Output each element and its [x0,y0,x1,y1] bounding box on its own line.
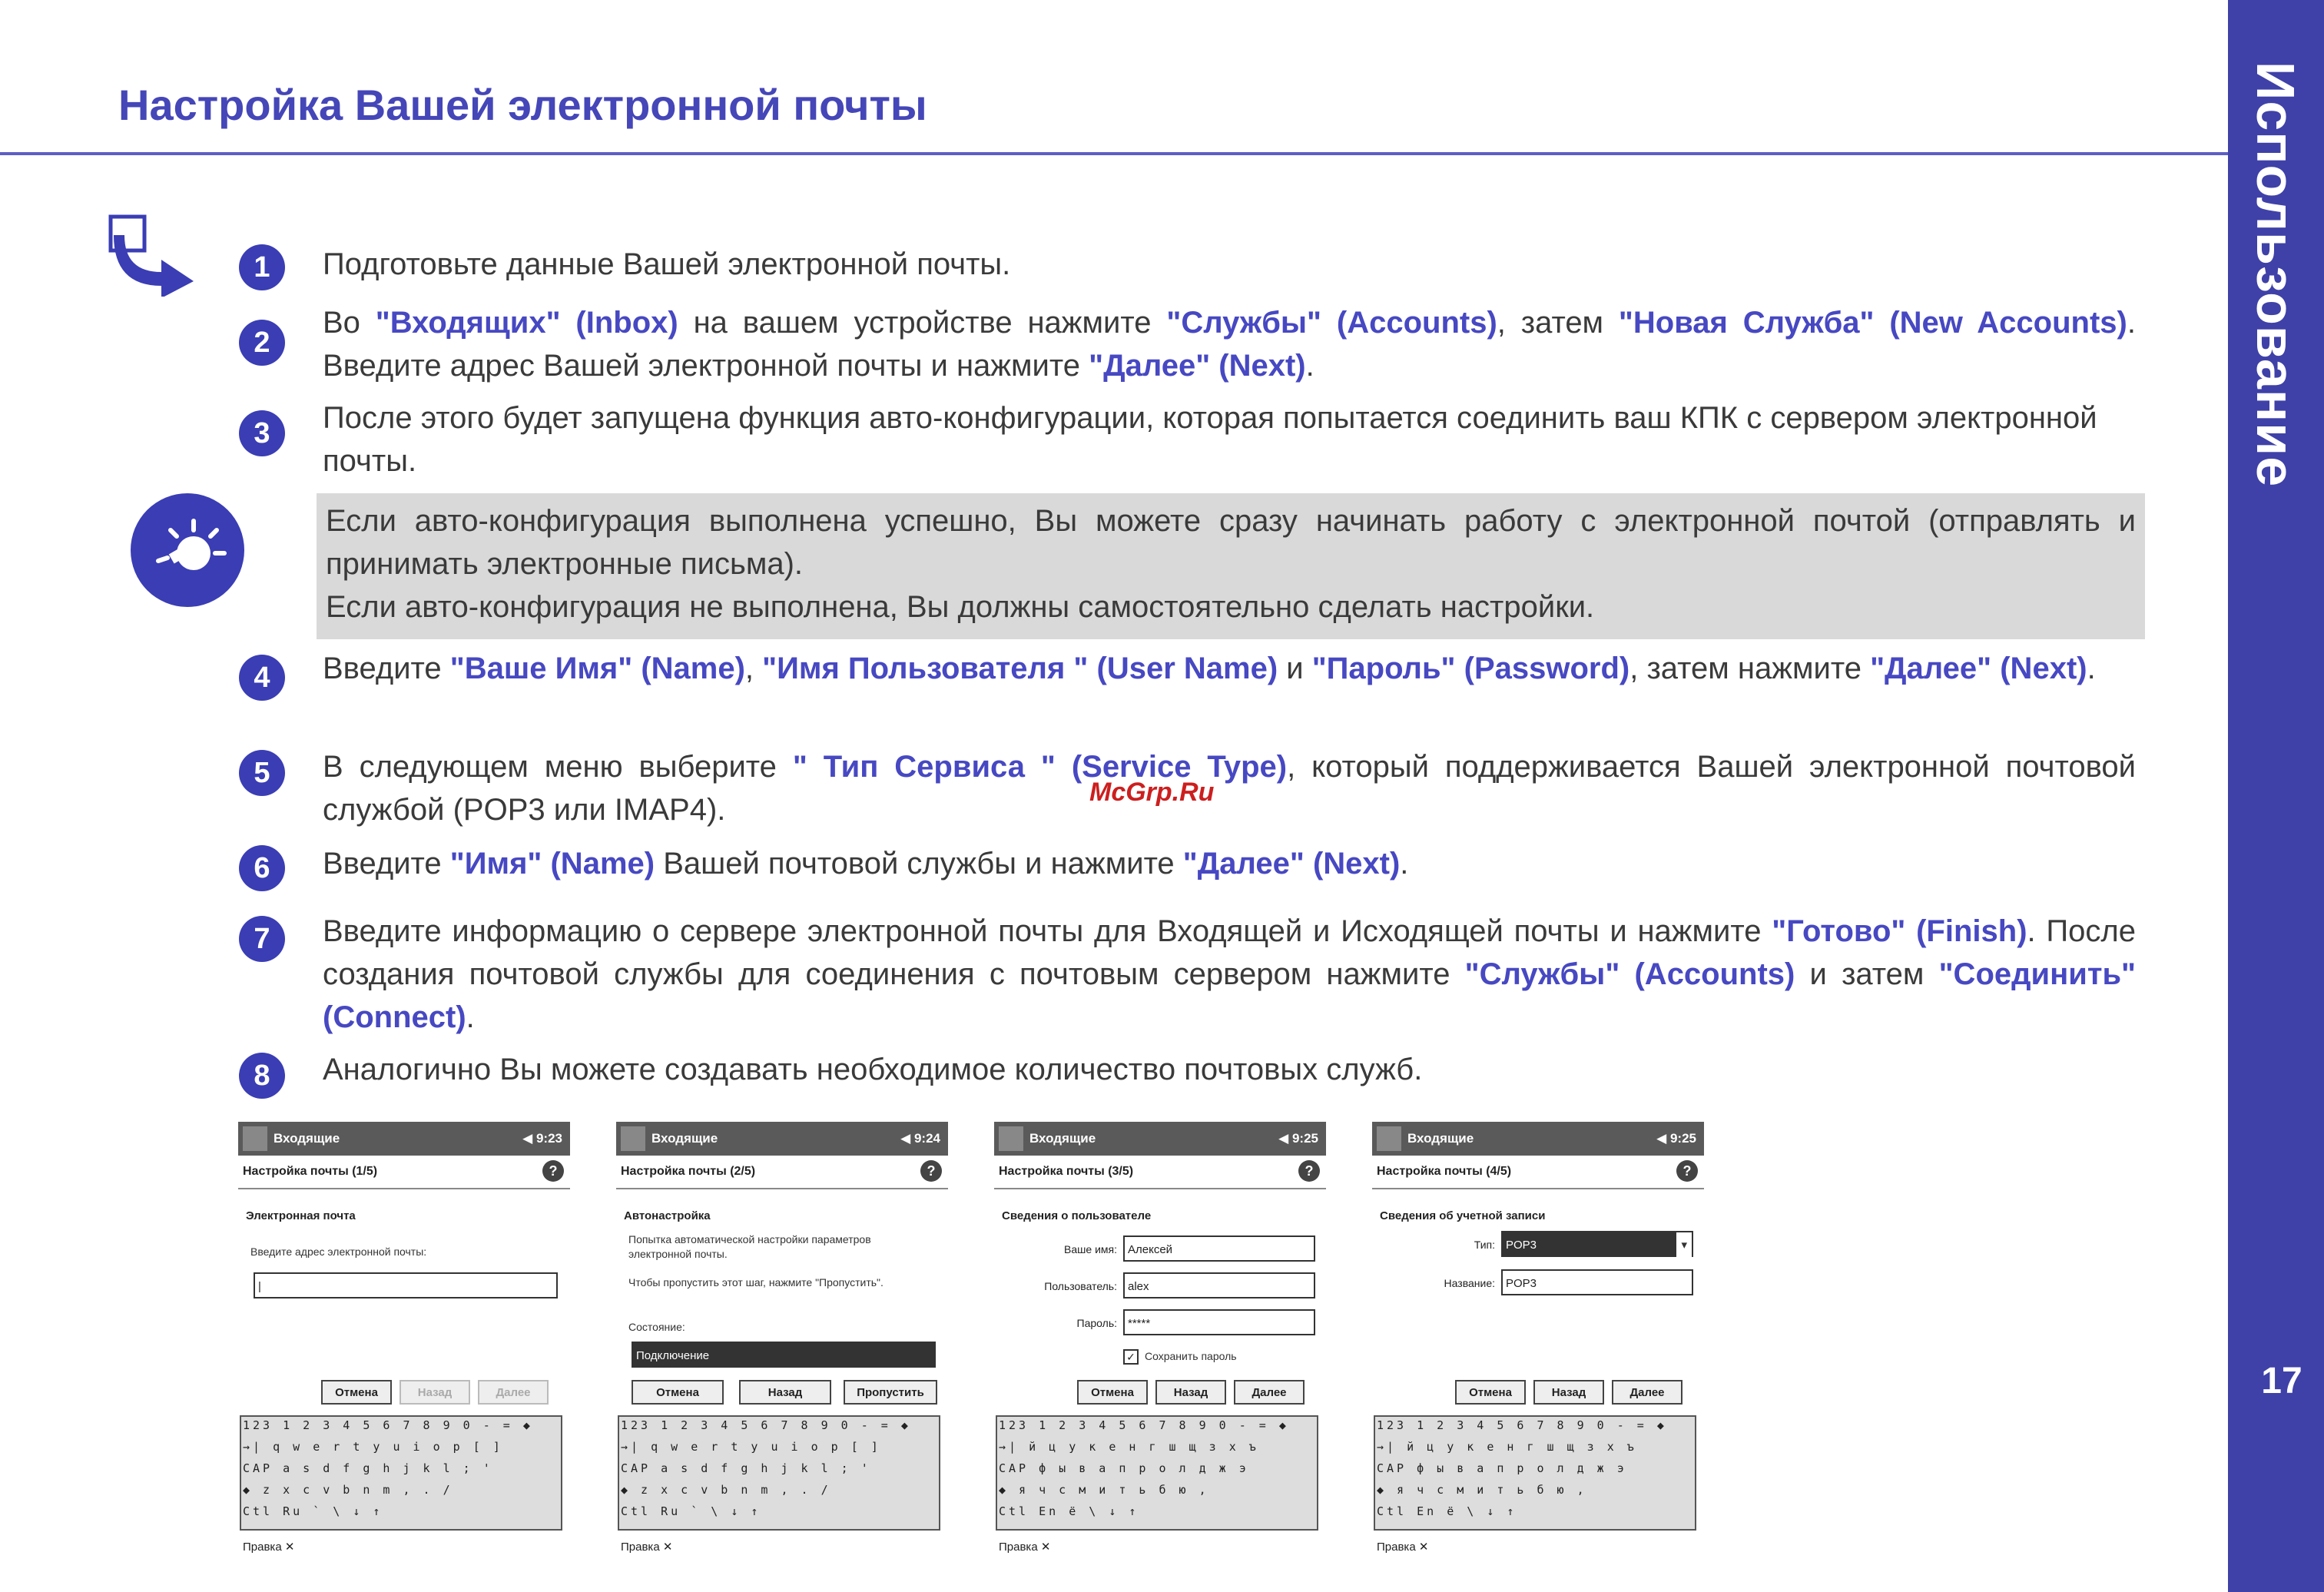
back-button[interactable]: Назад [1155,1380,1226,1405]
keyboard-row[interactable]: Ctl En ё \ ↓ ↑ [999,1504,1139,1518]
tip-line-1: Если авто-конфигурация выполнена успешно, Вы можете сразу начинать работу с электронной почтой (отправлять и принимать электронные письма). [326,504,2136,581]
step-text-run: . После создания почтовой службы для соединения с почтовым сервером нажмите [323,914,2136,991]
wizard-subtitle: Настройка почты (4/5) [1377,1165,1512,1178]
keyboard-row[interactable]: →| q w e r t y u i o p [ ] [243,1440,503,1454]
menu-edit[interactable]: Правка ✕ [1377,1541,1429,1554]
step-text [323,647,2136,690]
status-label: Состояние: [628,1321,685,1333]
cancel-button[interactable]: Отмена [1077,1380,1148,1405]
keyboard-row[interactable]: ◆ я ч с м и т ь б ю , [1377,1483,1587,1497]
keyboard-row[interactable]: CAP ф ы в а п р о л д ж э [999,1461,1249,1475]
password-label: Пароль: [1076,1317,1117,1329]
on-screen-keyboard[interactable] [1374,1415,1696,1531]
save-password-label: Сохранить пароль [1145,1350,1237,1362]
step-number: 2 [239,320,285,366]
menu-edit[interactable]: Правка ✕ [999,1541,1051,1554]
keyboard-row[interactable]: CAP a s d f g h j k l ; ' [243,1461,493,1475]
step-text [323,301,2136,387]
step-text-run: Введите [323,652,450,685]
keyboard-row[interactable]: Ctl Ru ` \ ↓ ↑ [243,1504,383,1518]
highlighted-term: "Службы" (Accounts) [1464,957,1795,991]
service-type-select[interactable]: POP3 ▾ [1501,1231,1693,1257]
step-text-run: и затем [1795,957,1939,991]
keyboard-row[interactable]: CAP a s d f g h j k l ; ' [621,1461,871,1475]
help-icon[interactable]: ? [920,1160,942,1182]
email-prompt: Введите адрес электронной почты: [250,1245,427,1258]
highlighted-term: "Имя" (Name) [449,847,655,881]
step-text-run: После этого будет запущена функция авто-конфигурации, которая попытается соединить ваш КПК с сервером электронной почты. [323,401,2097,478]
step-text-run: В следующем меню выберите [323,750,793,784]
device-screenshot-1 [238,1122,570,1561]
step-text-run: . Введите адрес Вашей электронной почты и нажмите [323,306,2136,383]
on-screen-keyboard[interactable] [996,1415,1318,1531]
highlighted-term: " Тип Сервиса " (Service Type) [792,750,1288,784]
highlighted-term: "Соединить" (Connect) [323,957,2136,1034]
keyboard-row[interactable]: Ctl Ru ` \ ↓ ↑ [621,1504,761,1518]
keyboard-row[interactable]: CAP ф ы в а п р о л д ж э [1377,1461,1627,1475]
step-text-run: Подготовьте данные Вашей электронной почты. [323,247,1011,281]
cancel-button[interactable]: Отмена [1455,1380,1526,1405]
highlighted-term: "Входящих" (Inbox) [375,306,678,340]
title-rule [0,152,2228,155]
step-number: 5 [239,750,285,796]
step-number: 7 [239,916,285,962]
device-screenshot-2 [616,1122,948,1561]
step-number: 3 [239,410,285,456]
highlighted-term: "Новая Служба" (New Accounts) [1618,306,2127,340]
app-title: Входящие [274,1131,340,1146]
keyboard-row[interactable]: ◆ z x c v b n m , . / [243,1483,453,1497]
menu-edit[interactable]: Правка ✕ [621,1541,673,1554]
keyboard-row[interactable]: 123 1 2 3 4 5 6 7 8 9 0 - = ◆ [243,1418,533,1432]
step-number: 6 [239,845,285,891]
step-text-run: , затем нажмите [1629,652,1871,685]
cancel-button[interactable]: Отмена [321,1380,392,1405]
tip-text [326,499,2136,629]
back-button[interactable]: Назад [739,1380,831,1405]
step-number: 8 [239,1053,285,1099]
step-text-run: . [466,1000,475,1034]
keyboard-row[interactable]: ◆ z x c v b n m , . / [621,1483,831,1497]
start-flag-icon[interactable] [621,1126,645,1151]
step-text [323,842,2136,885]
title-bar [238,1122,570,1156]
on-screen-keyboard[interactable] [618,1415,940,1531]
title-bar [994,1122,1326,1156]
next-button[interactable]: Далее [1234,1380,1305,1405]
user-input[interactable]: alex [1123,1272,1315,1298]
page-number: 17 [2261,1361,2302,1401]
step-text-run: . [1400,847,1409,881]
wizard-subtitle: Настройка почты (1/5) [243,1165,378,1178]
keyboard-row[interactable]: 123 1 2 3 4 5 6 7 8 9 0 - = ◆ [1377,1418,1667,1432]
highlighted-term: "Службы" (Accounts) [1166,306,1497,340]
app-title: Входящие [1407,1131,1474,1146]
email-input[interactable]: | [254,1272,558,1298]
autoconfig-description: Попытка автоматической настройки параметров электронной почты. [628,1233,871,1260]
step-text-run: и [1278,652,1312,685]
clock: ◀ 9:23 [522,1131,562,1146]
highlighted-term: "Ваше Имя" (Name) [449,652,745,685]
keyboard-row[interactable]: →| q w e r t y u i o p [ ] [621,1440,881,1454]
help-icon[interactable]: ? [1676,1160,1698,1182]
step-text [323,745,2136,831]
wizard-subtitle: Настройка почты (3/5) [999,1165,1134,1178]
clock: ◀ 9:25 [1656,1131,1696,1146]
back-button[interactable]: Назад [399,1380,470,1405]
help-icon[interactable]: ? [542,1160,564,1182]
highlighted-term: "Далее" (Next) [1089,349,1306,383]
section-heading: Сведения об учетной записи [1380,1209,1546,1222]
clock: ◀ 9:25 [1278,1131,1318,1146]
app-title: Входящие [651,1131,718,1146]
step-text [323,910,2136,1039]
skip-hint: Чтобы пропустить этот шаг, нажмите "Пропустить". [628,1276,884,1289]
app-title: Входящие [1029,1131,1096,1146]
step-text-run: Введите информацию о сервере электронной почты для Входящей и Исходящей почты и нажмите [323,914,1772,948]
step-text-run: Во [323,306,376,340]
clock: ◀ 9:24 [900,1131,940,1146]
step-text [323,243,2136,286]
start-flag-icon[interactable] [1377,1126,1401,1151]
highlighted-term: "Пароль" (Password) [1311,652,1630,685]
keyboard-row[interactable]: 123 1 2 3 4 5 6 7 8 9 0 - = ◆ [999,1418,1289,1432]
on-screen-keyboard[interactable] [240,1415,562,1531]
step-number: 4 [239,655,285,701]
name-input[interactable]: Алексей [1123,1235,1315,1262]
highlighted-term: "Далее" (Next) [1870,652,2087,685]
password-input[interactable]: ***** [1123,1309,1315,1335]
save-password-checkbox[interactable]: ✓ [1123,1349,1139,1365]
side-section-label: Использование [2246,61,2306,488]
next-button[interactable]: Далее [1612,1380,1682,1405]
step-text-run: Аналогично Вы можете создавать необходимое количество почтовых служб. [323,1053,1423,1086]
status-field: Подключение [632,1342,936,1368]
step-text-run: Вашей почтовой службы и нажмите [655,847,1183,881]
type-label: Тип: [1474,1239,1495,1251]
user-label: Пользователь: [1044,1280,1117,1292]
highlighted-term: "Далее" (Next) [1182,847,1401,881]
step-text-run: Введите [323,847,450,881]
keyboard-row[interactable]: ◆ я ч с м и т ь б ю , [999,1483,1209,1497]
start-flag-icon[interactable] [999,1126,1023,1151]
name-label: Ваше имя: [1064,1243,1117,1255]
account-name-label: Название: [1444,1277,1495,1289]
lightbulb-tip-icon [128,490,247,610]
watermark: McGrp.Ru [1089,778,1215,807]
step-number: 1 [239,244,285,290]
section-heading: Сведения о пользователе [1002,1209,1152,1222]
section-heading: Автонастройка [624,1209,711,1222]
step-text [323,396,2136,483]
next-button[interactable]: Далее [478,1380,549,1405]
highlighted-term: "Имя Пользователя " (User Name) [762,652,1278,685]
keyboard-row[interactable]: Ctl En ё \ ↓ ↑ [1377,1504,1517,1518]
step-text-run: , [744,652,763,685]
step-text-run: . [1305,349,1315,383]
keyboard-row[interactable]: →| й ц у к е н г ш щ з х ъ [999,1440,1259,1454]
section-heading: Электронная почта [246,1209,356,1222]
step-text-run: , который поддерживается Вашей электронной почтовой службой (POP3 или IMAP4). [323,750,2136,827]
keyboard-row[interactable]: →| й ц у к е н г ш щ з х ъ [1377,1440,1637,1454]
highlighted-term: "Готово" (Finish) [1772,914,2027,948]
device-screenshot-3 [994,1122,1326,1561]
title-bar [616,1122,948,1156]
start-flag-icon[interactable] [243,1126,267,1151]
cancel-button[interactable]: Отмена [632,1380,724,1405]
account-name-input[interactable]: POP3 [1501,1269,1693,1295]
menu-edit[interactable]: Правка ✕ [243,1541,295,1554]
step-text [323,1048,2136,1091]
keyboard-row[interactable]: 123 1 2 3 4 5 6 7 8 9 0 - = ◆ [621,1418,911,1432]
page-title: Настройка Вашей электронной почты [118,81,927,129]
wizard-subtitle: Настройка почты (2/5) [621,1165,756,1178]
skip-button[interactable]: Пропустить [844,1380,937,1405]
help-icon[interactable]: ? [1298,1160,1320,1182]
pointer-arrow-icon [108,212,207,297]
tip-line-2: Если авто-конфигурация не выполнена, Вы должны самостоятельно сделать настройки. [326,590,1595,624]
title-bar [1372,1122,1704,1156]
step-text-run: на вашем устройстве нажмите [678,306,1167,340]
step-text-run: . [2087,652,2096,685]
device-screenshot-4 [1372,1122,1704,1561]
chevron-down-icon[interactable]: ▾ [1676,1232,1692,1259]
back-button[interactable]: Назад [1533,1380,1604,1405]
step-text-run: , затем [1497,306,1619,340]
